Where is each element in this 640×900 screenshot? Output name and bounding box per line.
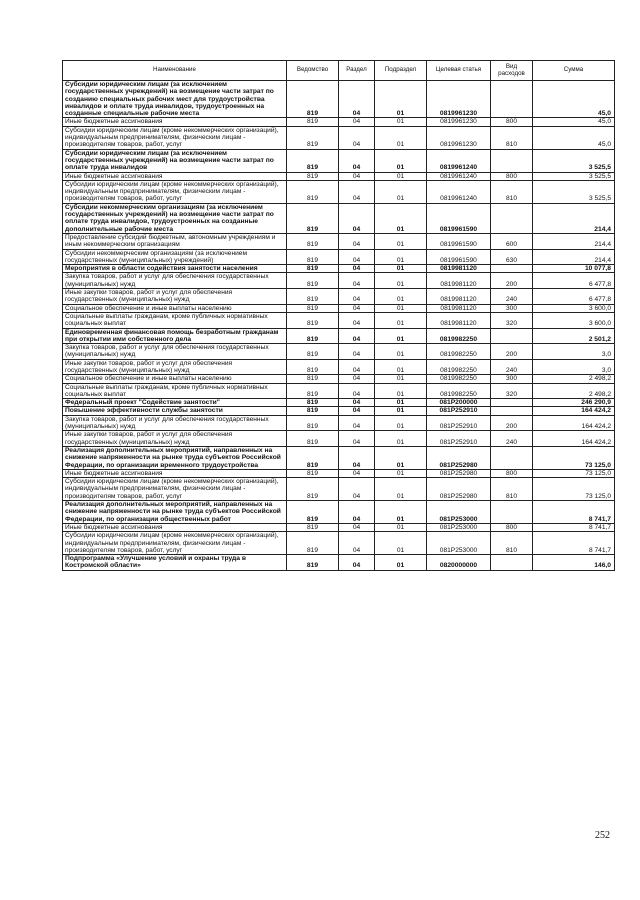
table-row — [63, 359, 615, 375]
cell-name: Мероприятия в области содействия занятости населения — [63, 265, 287, 273]
cell-sum: 3,0 — [533, 359, 615, 375]
cell-section: 04 — [339, 359, 375, 375]
cell-sum: 214,4 — [533, 249, 615, 265]
cell-target: 0819982250 — [427, 359, 491, 375]
cell-dept: 819 — [287, 478, 339, 501]
table-row — [63, 81, 615, 118]
cell-section: 04 — [339, 501, 375, 524]
cell-sum: 246 290,9 — [533, 399, 615, 407]
cell-target: 0819961230 — [427, 126, 491, 149]
cell-subsection: 01 — [375, 203, 427, 233]
cell-target: 081P253000 — [427, 523, 491, 531]
cell-kind: 320 — [491, 312, 533, 328]
cell-kind: 200 — [491, 344, 533, 360]
cell-kind — [491, 203, 533, 233]
cell-target: 0819961230 — [427, 118, 491, 126]
cell-section: 04 — [339, 532, 375, 555]
cell-dept: 819 — [287, 383, 339, 399]
table-row — [63, 399, 615, 407]
cell-section: 04 — [339, 249, 375, 265]
table-row — [63, 523, 615, 531]
cell-name: Субсидии юридическим лицам (за исключением государственных учреждений) на возмещение части затрат по созданию специальных рабочих мест для трудоустройства инвалидов и оплате труда инвалидов, трудоустроенных на созданные специальные рабочие места — [63, 81, 287, 118]
cell-kind: 240 — [491, 431, 533, 447]
cell-name: Закупка товаров, работ и услуг для обеспечения государственных (муниципальных) нужд — [63, 415, 287, 431]
cell-section: 04 — [339, 273, 375, 289]
cell-name: Субсидии юридическим лицам (кроме некоммерческих организаций), индивидуальным предпринимателям, физическим лицам - производителям товаров, работ, услуг — [63, 532, 287, 555]
cell-name: Иные бюджетные ассигнования — [63, 118, 287, 126]
cell-sum: 214,4 — [533, 233, 615, 249]
cell-name: Закупка товаров, работ и услуг для обеспечения государственных (муниципальных) нужд — [63, 344, 287, 360]
cell-sum: 3,0 — [533, 344, 615, 360]
cell-target: 0819981120 — [427, 289, 491, 305]
table-header-row — [63, 61, 615, 81]
cell-section: 04 — [339, 304, 375, 312]
cell-kind: 600 — [491, 233, 533, 249]
header-kind: Вид расходов — [491, 61, 533, 81]
cell-dept: 819 — [287, 304, 339, 312]
cell-name: Субсидии некоммерческим организациям (за исключением государственных (муниципальных) учреждений) — [63, 249, 287, 265]
cell-section: 04 — [339, 399, 375, 407]
cell-sum: 45,0 — [533, 81, 615, 118]
cell-sum: 2 498,2 — [533, 375, 615, 383]
cell-section: 04 — [339, 233, 375, 249]
cell-sum: 214,4 — [533, 203, 615, 233]
cell-section: 04 — [339, 469, 375, 477]
cell-kind — [491, 399, 533, 407]
cell-dept: 819 — [287, 118, 339, 126]
table-row — [63, 233, 615, 249]
cell-dept: 819 — [287, 233, 339, 249]
cell-sum: 8 741,7 — [533, 532, 615, 555]
cell-kind: 200 — [491, 273, 533, 289]
header-sum: Сумма — [533, 61, 615, 81]
cell-target: 081P252980 — [427, 469, 491, 477]
cell-target: 0819981120 — [427, 273, 491, 289]
cell-section: 04 — [339, 126, 375, 149]
cell-name: Реализация дополнительных мероприятий, направленных на снижение напряженности на рынке труда субъектов Российской Федерации, по организации общественных работ — [63, 501, 287, 524]
cell-target: 081P252980 — [427, 478, 491, 501]
table-row — [63, 501, 615, 524]
cell-sum: 10 077,8 — [533, 265, 615, 273]
cell-dept: 819 — [287, 407, 339, 415]
cell-name: Закупка товаров, работ и услуг для обеспечения государственных (муниципальных) нужд — [63, 273, 287, 289]
cell-dept: 819 — [287, 359, 339, 375]
cell-target: 081P200000 — [427, 399, 491, 407]
cell-dept: 819 — [287, 273, 339, 289]
cell-target: 081P253000 — [427, 501, 491, 524]
cell-section: 04 — [339, 431, 375, 447]
cell-sum: 8 741,7 — [533, 501, 615, 524]
cell-name: Субсидии некоммерческим организациям (за исключением государственных учреждений) на возмещение части затрат по оплате труда инвалидов, трудоустроенных на созданные дополнительные рабочие места — [63, 203, 287, 233]
cell-subsection: 01 — [375, 265, 427, 273]
table-row — [63, 149, 615, 172]
cell-subsection: 01 — [375, 399, 427, 407]
table-row — [63, 375, 615, 383]
cell-subsection: 01 — [375, 304, 427, 312]
cell-subsection: 01 — [375, 149, 427, 172]
cell-target: 081P252910 — [427, 407, 491, 415]
table-row — [63, 344, 615, 360]
cell-target: 081P253000 — [427, 532, 491, 555]
cell-section: 04 — [339, 375, 375, 383]
cell-target: 081P252910 — [427, 415, 491, 431]
cell-dept: 819 — [287, 203, 339, 233]
cell-kind: 200 — [491, 415, 533, 431]
table-row — [63, 532, 615, 555]
cell-section: 04 — [339, 415, 375, 431]
cell-target: 0819961230 — [427, 81, 491, 118]
table-row — [63, 478, 615, 501]
cell-name: Социальные выплаты гражданам, кроме публичных нормативных социальных выплат — [63, 383, 287, 399]
table-row — [63, 180, 615, 203]
cell-kind: 240 — [491, 289, 533, 305]
cell-subsection: 01 — [375, 172, 427, 180]
cell-name: Иные бюджетные ассигнования — [63, 523, 287, 531]
cell-target: 0819961240 — [427, 180, 491, 203]
cell-dept: 819 — [287, 149, 339, 172]
cell-sum: 2 498,2 — [533, 383, 615, 399]
cell-sum: 6 477,8 — [533, 273, 615, 289]
table-row — [63, 172, 615, 180]
cell-subsection: 01 — [375, 469, 427, 477]
page-number: 252 — [595, 830, 610, 841]
cell-subsection: 01 — [375, 375, 427, 383]
cell-target: 0819981120 — [427, 265, 491, 273]
cell-subsection: 01 — [375, 249, 427, 265]
table-row — [63, 415, 615, 431]
budget-sheet — [62, 60, 614, 571]
cell-sum: 164 424,2 — [533, 431, 615, 447]
cell-sum: 6 477,8 — [533, 289, 615, 305]
cell-subsection: 01 — [375, 344, 427, 360]
cell-sum: 45,0 — [533, 126, 615, 149]
cell-subsection: 01 — [375, 383, 427, 399]
cell-kind: 810 — [491, 180, 533, 203]
cell-subsection: 01 — [375, 555, 427, 571]
cell-kind — [491, 328, 533, 344]
cell-sum: 3 600,0 — [533, 304, 615, 312]
cell-target: 0819982250 — [427, 344, 491, 360]
table-row — [63, 203, 615, 233]
cell-kind: 800 — [491, 172, 533, 180]
cell-dept: 819 — [287, 312, 339, 328]
cell-kind — [491, 446, 533, 469]
cell-subsection: 01 — [375, 501, 427, 524]
cell-dept: 819 — [287, 328, 339, 344]
table-row — [63, 555, 615, 571]
cell-target: 081P252980 — [427, 446, 491, 469]
cell-subsection: 01 — [375, 233, 427, 249]
cell-section: 04 — [339, 328, 375, 344]
table-row — [63, 289, 615, 305]
cell-section: 04 — [339, 172, 375, 180]
cell-dept: 819 — [287, 126, 339, 149]
cell-kind — [491, 555, 533, 571]
cell-name: Субсидии юридическим лицам (кроме некоммерческих организаций), индивидуальным предпринимателям, физическим лицам - производителям товаров, работ, услуг — [63, 126, 287, 149]
cell-target: 0819961590 — [427, 233, 491, 249]
cell-name: Иные закупки товаров, работ и услуг для обеспечения государственных (муниципальных) нужд — [63, 431, 287, 447]
cell-kind: 300 — [491, 304, 533, 312]
cell-sum: 164 424,2 — [533, 407, 615, 415]
cell-dept: 819 — [287, 172, 339, 180]
cell-name: Субсидии юридическим лицам (кроме некоммерческих организаций), индивидуальным предпринимателям, физическим лицам - производителям товаров, работ, услуг — [63, 478, 287, 501]
cell-kind: 810 — [491, 532, 533, 555]
cell-sum: 3 600,0 — [533, 312, 615, 328]
cell-name: Субсидии юридическим лицам (за исключением государственных учреждений) на возмещение части затрат по оплате труда инвалидов — [63, 149, 287, 172]
cell-dept: 819 — [287, 81, 339, 118]
cell-subsection: 01 — [375, 180, 427, 203]
cell-target: 0819981120 — [427, 312, 491, 328]
cell-dept: 819 — [287, 501, 339, 524]
cell-kind — [491, 265, 533, 273]
cell-kind: 630 — [491, 249, 533, 265]
cell-kind: 320 — [491, 383, 533, 399]
cell-subsection: 01 — [375, 359, 427, 375]
cell-section: 04 — [339, 118, 375, 126]
table-row — [63, 304, 615, 312]
cell-target: 0819981120 — [427, 304, 491, 312]
cell-section: 04 — [339, 344, 375, 360]
cell-dept: 819 — [287, 523, 339, 531]
cell-section: 04 — [339, 289, 375, 305]
cell-dept: 819 — [287, 469, 339, 477]
cell-name: Иные закупки товаров, работ и услуг для обеспечения государственных (муниципальных) нужд — [63, 359, 287, 375]
cell-sum: 3 525,5 — [533, 180, 615, 203]
cell-subsection: 01 — [375, 407, 427, 415]
table-row — [63, 126, 615, 149]
cell-sum: 45,0 — [533, 118, 615, 126]
cell-section: 04 — [339, 149, 375, 172]
cell-section: 04 — [339, 81, 375, 118]
table-row — [63, 469, 615, 477]
cell-dept: 819 — [287, 375, 339, 383]
cell-name: Иные закупки товаров, работ и услуг для обеспечения государственных (муниципальных) нужд — [63, 289, 287, 305]
cell-target: 0819982250 — [427, 328, 491, 344]
cell-target: 0819961590 — [427, 203, 491, 233]
cell-subsection: 01 — [375, 273, 427, 289]
cell-kind: 800 — [491, 469, 533, 477]
cell-sum: 73 125,0 — [533, 446, 615, 469]
cell-subsection: 01 — [375, 312, 427, 328]
table-row — [63, 118, 615, 126]
cell-name: Социальные выплаты гражданам, кроме публичных нормативных социальных выплат — [63, 312, 287, 328]
header-target: Целевая статья — [427, 61, 491, 81]
cell-subsection: 01 — [375, 478, 427, 501]
cell-target: 0819961590 — [427, 249, 491, 265]
header-dept: Ведомство — [287, 61, 339, 81]
cell-sum: 3 525,5 — [533, 149, 615, 172]
cell-target: 081P252910 — [427, 431, 491, 447]
cell-kind: 300 — [491, 375, 533, 383]
cell-dept: 819 — [287, 344, 339, 360]
table-body — [63, 81, 615, 571]
cell-target: 0819982250 — [427, 375, 491, 383]
header-section: Раздел — [339, 61, 375, 81]
cell-kind — [491, 81, 533, 118]
cell-subsection: 01 — [375, 328, 427, 344]
table-row — [63, 383, 615, 399]
cell-kind: 810 — [491, 126, 533, 149]
cell-name: Федеральный проект "Содействие занятости" — [63, 399, 287, 407]
cell-name: Реализация дополнительных мероприятий, направленных на снижение напряженности на рынке труда субъектов Российской Федерации, по организации временного трудоустройства — [63, 446, 287, 469]
cell-name: Социальное обеспечение и иные выплаты населению — [63, 375, 287, 383]
cell-target: 0819961240 — [427, 172, 491, 180]
table-row — [63, 328, 615, 344]
cell-dept: 819 — [287, 446, 339, 469]
cell-name: Иные бюджетные ассигнования — [63, 469, 287, 477]
cell-dept: 819 — [287, 180, 339, 203]
cell-section: 04 — [339, 407, 375, 415]
cell-sum: 73 125,0 — [533, 469, 615, 477]
cell-section: 04 — [339, 478, 375, 501]
cell-subsection: 01 — [375, 523, 427, 531]
cell-name: Единовременная финансовая помощь безработным гражданам при открытии ими собственного дела — [63, 328, 287, 344]
cell-section: 04 — [339, 383, 375, 399]
header-name: Наименование — [63, 61, 287, 81]
cell-dept: 819 — [287, 249, 339, 265]
cell-name: Подпрограмма «Улучшение условий и охраны труда в Костромской области» — [63, 555, 287, 571]
cell-target: 0820000000 — [427, 555, 491, 571]
cell-name: Иные бюджетные ассигнования — [63, 172, 287, 180]
cell-dept: 819 — [287, 415, 339, 431]
cell-section: 04 — [339, 203, 375, 233]
cell-subsection: 01 — [375, 446, 427, 469]
cell-sum: 146,0 — [533, 555, 615, 571]
cell-dept: 819 — [287, 399, 339, 407]
cell-sum: 3 525,5 — [533, 172, 615, 180]
cell-section: 04 — [339, 265, 375, 273]
cell-subsection: 01 — [375, 118, 427, 126]
cell-dept: 819 — [287, 532, 339, 555]
cell-name: Социальное обеспечение и иные выплаты населению — [63, 304, 287, 312]
cell-subsection: 01 — [375, 81, 427, 118]
table-row — [63, 265, 615, 273]
cell-kind — [491, 149, 533, 172]
cell-kind: 800 — [491, 118, 533, 126]
cell-name: Повышение эффективности службы занятости — [63, 407, 287, 415]
cell-dept: 819 — [287, 265, 339, 273]
cell-kind — [491, 407, 533, 415]
table-row — [63, 312, 615, 328]
cell-dept: 819 — [287, 555, 339, 571]
cell-sum: 2 501,2 — [533, 328, 615, 344]
cell-subsection: 01 — [375, 431, 427, 447]
cell-kind: 240 — [491, 359, 533, 375]
cell-section: 04 — [339, 312, 375, 328]
cell-kind — [491, 501, 533, 524]
table-row — [63, 431, 615, 447]
cell-subsection: 01 — [375, 532, 427, 555]
table-row — [63, 249, 615, 265]
cell-kind: 800 — [491, 523, 533, 531]
budget-table — [62, 60, 615, 571]
cell-section: 04 — [339, 446, 375, 469]
cell-name: Субсидии юридическим лицам (кроме некоммерческих организаций), индивидуальным предпринимателям, физическим лицам - производителям товаров, работ, услуг — [63, 180, 287, 203]
cell-section: 04 — [339, 523, 375, 531]
cell-sum: 8 741,7 — [533, 523, 615, 531]
header-subsection: Подраздел — [375, 61, 427, 81]
table-row — [63, 273, 615, 289]
cell-target: 0819961240 — [427, 149, 491, 172]
table-row — [63, 407, 615, 415]
cell-kind: 810 — [491, 478, 533, 501]
cell-section: 04 — [339, 555, 375, 571]
cell-subsection: 01 — [375, 415, 427, 431]
cell-target: 0819982250 — [427, 383, 491, 399]
cell-sum: 73 125,0 — [533, 478, 615, 501]
cell-dept: 819 — [287, 431, 339, 447]
cell-subsection: 01 — [375, 126, 427, 149]
table-row — [63, 446, 615, 469]
cell-dept: 819 — [287, 289, 339, 305]
cell-section: 04 — [339, 180, 375, 203]
cell-sum: 164 424,2 — [533, 415, 615, 431]
cell-subsection: 01 — [375, 289, 427, 305]
cell-name: Предоставление субсидий бюджетным, автономным учреждениям и иным некоммерческим организациям — [63, 233, 287, 249]
